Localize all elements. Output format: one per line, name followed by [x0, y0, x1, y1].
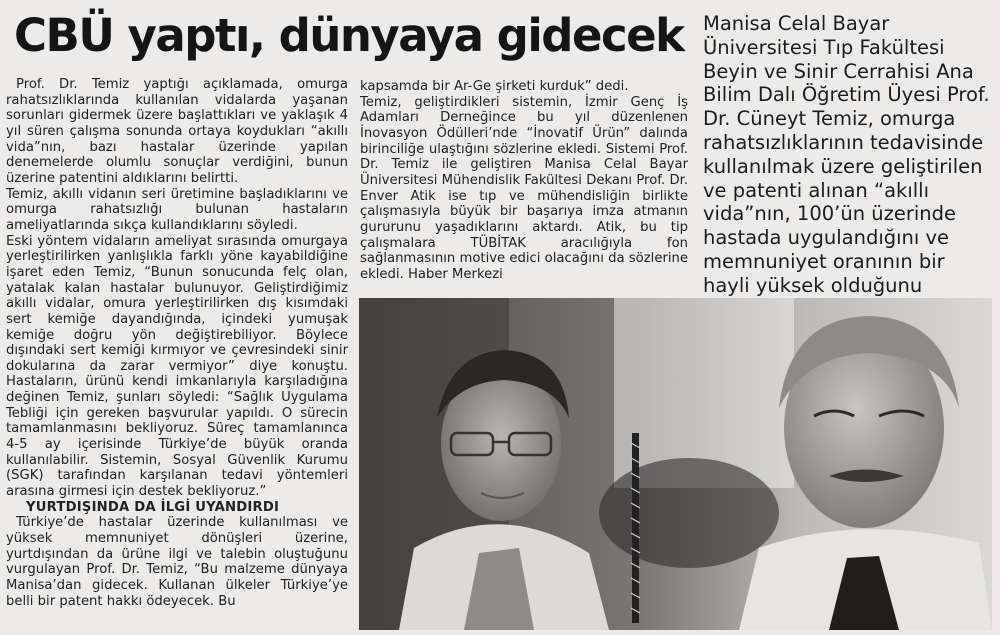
- body-paragraph: Prof. Dr. Temiz yaptığı açıklamada, omurga rahatsızlıklarında kullanılan vidalarda yaşanan sorunları gidermek üzere başlattıkları ve yaklaşık 4 yıl süren çalışma sonunda ortaya koydukları “akıllı vida”nın, bazı hastalar üzerinde yapılan denemelerde olumlu sonuçlar verdiğini, bunun üzerine patentini aldıklarını belirtti.: [6, 77, 348, 186]
- headline: CBÜ yaptı, dünyaya gidecek: [14, 9, 684, 62]
- body-paragraph: Temiz, akıllı vidanın seri üretimine başladıklarını ve omurga rahatsızlığı bulunan hastaların ameliyatlarında sıkça kullandıklarını söyledi.: [6, 186, 348, 233]
- news-photo: [359, 298, 992, 630]
- article-column-2: [360, 79, 688, 283]
- body-paragraph: kapsamda bir Ar-Ge şirketi kurduk” dedi.: [360, 79, 629, 94]
- article-column-1: [6, 77, 348, 609]
- body-paragraph: Türkiye’de hastalar üzerinde kullanılması ve yüksek memnuniyet dönüşleri üzerine, yurtdışından da ürüne ilgi ve talebin oluştuğunu vurgulayan Prof. Dr. Temiz, “Bu malzeme dünyaya Manisa’dan gidecek. Kullanan ülkeler Türkiye’ye belli bir patent hakkı ödeyecek. Bu: [6, 515, 348, 609]
- body-paragraph: Temiz, geliştirdikleri sistemin, İzmir Genç İş Adamları Derneğince bu yıl düzenlenen İnovasyon Ödülleri’nde “İnovatif Ürün” dalında birinciliğe ulaştığını sözlerine ekledi. Sistemi Prof. Dr. Temiz ile geliştiren Manisa Celal Bayar Üniversitesi Mühendislik Fakültesi Dekanı Prof. Dr. Enver Atik ise tıp ve mühendisliğin birlikte çalışmasıyla büyük bir başarıya imza atmanın gururunu yaşadıklarını aktardı. Atik, bu tip çalışmalara TÜBİTAK aracılığıyla fon sağlanmasının motive edici olacağını da sözlerine ekledi. Haber Merkezi: [360, 94, 688, 282]
- subheading: YURTDIŞINDA DA İLGİ UYANDIRDI: [26, 499, 280, 515]
- photo-illustration: [359, 298, 992, 630]
- lead-paragraph: Manisa Celal Bayar Üniversitesi Tıp Fakültesi Beyin ve Sinir Cerrahisi Ana Bilim Dalı Öğretim Üyesi Prof. Dr. Cüneyt Temiz, omurga rahatsızlıklarının tedavisinde kullanılmak üzere geliştirilen ve patenti alınan “akıllı vida”nın, 100’ün üzerinde hastada uygulandığını ve memnuniyet oranının bir hayli yüksek olduğunu: [703, 12, 990, 297]
- body-paragraph: Eski yöntem vidaların ameliyat sırasında omurgaya yerleştirilirken yanlışlıkla farklı yöne kayabildiğine işaret eden Temiz, “Bunun sonucunda felç olan, yatalak kalan hastalar bulunuyor. Geliştirdiğimiz akıllı vidalar, omura yerleştirilirken dış kısımdaki sert kemiğe dayandığında, içindeki yumuşak kemiğe doğru yön değiştirebiliyor. Böylece dışındaki sert kemiği kırmıyor ve çevresindeki sinir dokularına da zarar vermiyor” diye konuştu. Hastaların, ürünü kendi imkanlarıyla karşıladığına değinen Temiz, şunları söyledi: “Sağlık Uygulama Tebliği için gereken başvurular yapıldı. O sürecin tamamlanmasını bekliyoruz. Süreç tamamlanınca 4-5 ay içerisinde Türkiye’de büyük oranda kullanılabilir. Sistemin, Sosyal Güvenlik Kurumu (SGK) tarafından karşılanan tedavi yöntemleri arasına girmesi için destek bekliyoruz.”: [6, 233, 348, 500]
